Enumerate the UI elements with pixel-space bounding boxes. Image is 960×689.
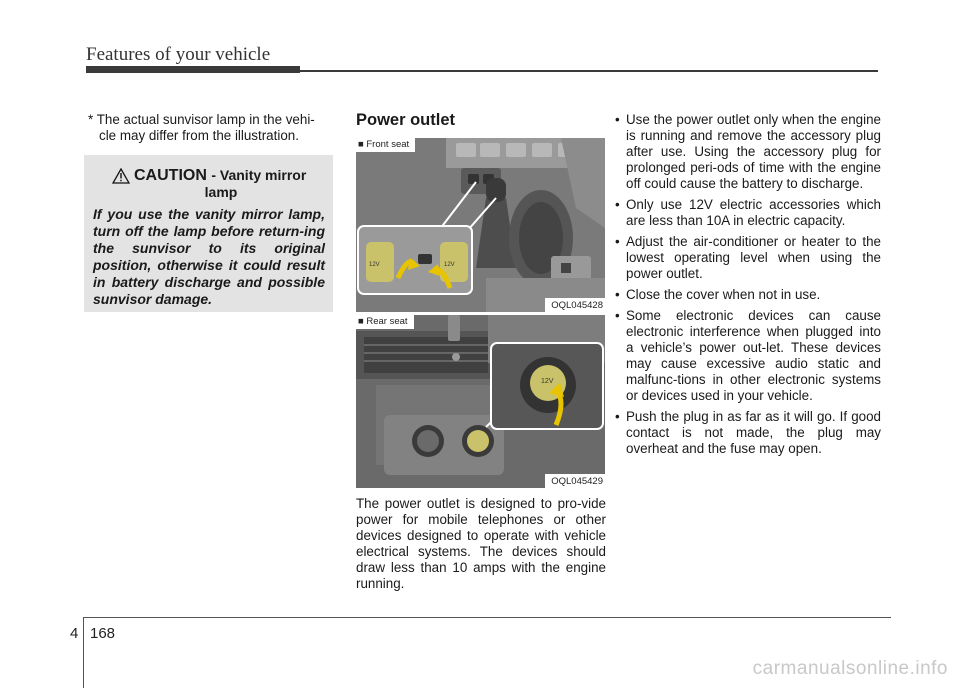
- instruction-item: • Some electronic devices can cause electronic interference when plugged into a vehicle’s power out-let. These devices may cause excessive audio static and malfunc-tions in other electronic systems or devices used in your vehicle.: [611, 308, 881, 404]
- figure-front-seat-code: OQL045428: [545, 298, 605, 312]
- footer-rule: [83, 617, 891, 618]
- watermark-link[interactable]: carmanualsonline.info: [752, 658, 948, 679]
- warning-triangle-icon: [112, 168, 130, 184]
- instruction-item: • Use the power outlet only when the engine is running and remove the accessory plug after use. Using the accessory plug for prolonged peri-ods of time with the engine off could cause the battery to discharge.: [611, 112, 881, 192]
- figure-rear-seat: [356, 315, 605, 488]
- caution-body: If you use the vanity mirror lamp, turn off the lamp before return-ing the sunvisor to its original position, otherwise it could result in battery discharge and possible sunvisor damage.: [93, 206, 325, 307]
- footer-divider: [83, 618, 84, 688]
- figure-front-seat-label: ■ Front seat: [356, 138, 415, 152]
- section-title: Power outlet: [356, 111, 456, 129]
- caution-subtitle-line2: lamp: [204, 184, 238, 200]
- note-line-2: cle may differ from the illustration.: [99, 128, 299, 143]
- chapter-number: 4: [70, 625, 79, 642]
- instruction-item: • Adjust the air-conditioner or heater to the lowest operating level when using the power outlet.: [611, 234, 881, 282]
- sunvisor-note: [88, 112, 336, 144]
- instruction-item: • Only use 12V electric accessories which are less than 10A in electric capacity.: [611, 197, 881, 229]
- caution-heading: [112, 167, 322, 201]
- instruction-item: • Push the plug in as far as it will go. If good contact is not made, the plug may overheat and the fuse may open.: [611, 409, 881, 457]
- figure-front-seat: [356, 138, 605, 312]
- header-rule-thick: [86, 66, 300, 73]
- note-line-1: * The actual sunvisor lamp in the vehi-: [88, 112, 315, 127]
- power-outlet-instructions: [611, 112, 881, 462]
- page-number: 168: [90, 625, 116, 642]
- instruction-item: • Close the cover when not in use.: [611, 287, 881, 303]
- figure-rear-seat-label: ■ Rear seat: [356, 315, 414, 329]
- front-outlet-label-left: 12V: [369, 262, 380, 268]
- rear-outlet-label: 12V: [541, 378, 554, 385]
- power-outlet-description: The power outlet is designed to pro-vide power for mobile telephones or other devices designed to operate with vehicle electrical systems. The devices should draw less than 10 amps with the engine running.: [356, 496, 606, 591]
- figure-rear-seat-code: OQL045429: [545, 474, 605, 488]
- front-outlet-label-right: 12V: [444, 262, 455, 268]
- front-seat-outlet-illustration: [356, 138, 605, 312]
- page-header-title: Features of your vehicle: [86, 44, 271, 65]
- header-rule-thin: [300, 70, 878, 72]
- rear-seat-outlet-illustration: [356, 315, 605, 488]
- caution-subtitle: - Vanity mirror: [211, 167, 307, 183]
- caution-label: CAUTION: [134, 167, 207, 184]
- caution-box: [84, 155, 333, 312]
